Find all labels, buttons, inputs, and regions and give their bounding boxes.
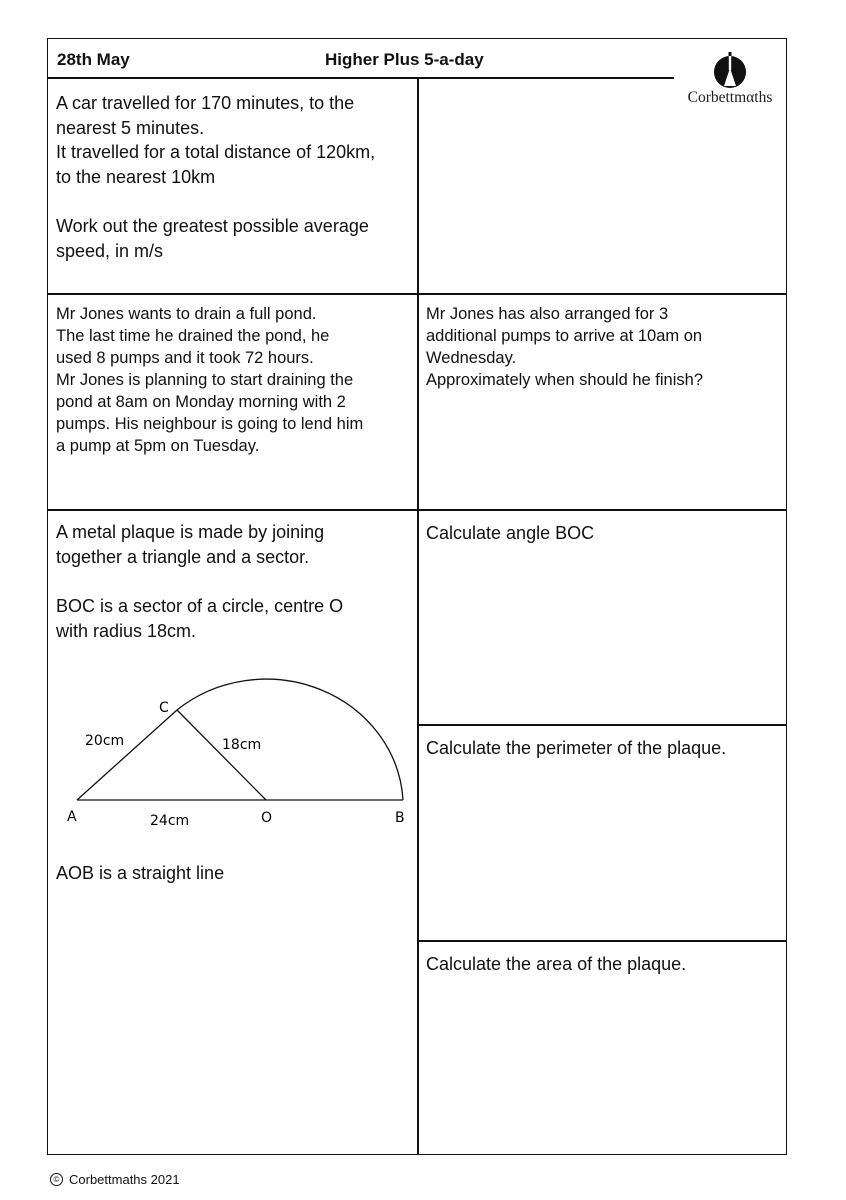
row-divider-1 — [47, 293, 787, 295]
question-2-line: Mr Jones wants to drain a full pond. — [56, 305, 317, 323]
question-3-part-c: Calculate the area of the plaque. — [426, 954, 687, 974]
question-3-note: AOB is a straight line — [56, 863, 225, 883]
question-3-line: together a triangle and a sector. — [56, 546, 310, 567]
length-co: 18cm — [222, 737, 262, 753]
question-2-line: pond at 8am on Monday morning with 2 — [56, 393, 346, 411]
copyright-icon: © — [50, 1173, 63, 1186]
question-1-line: to the nearest 10km — [56, 166, 216, 187]
question-2-followup-line: Wednesday. — [426, 349, 517, 367]
question-2 — [56, 303, 416, 457]
question-2-line: a pump at 5pm on Tuesday. — [56, 437, 260, 455]
question-2-followup-line: Mr Jones has also arranged for 3 — [426, 305, 669, 323]
question-2-line: used 8 pumps and it took 72 hours. — [56, 349, 314, 367]
question-3-line: A metal plaque is made by joining — [56, 522, 325, 542]
column-divider — [417, 77, 419, 1155]
question-3-part-a: Calculate angle BOC — [426, 523, 595, 543]
question-2-followup-line: Approximately when should he finish? — [426, 371, 703, 389]
length-ao: 24cm — [150, 813, 190, 829]
question-2-line: Mr Jones is planning to start draining the — [56, 371, 354, 389]
label-c: C — [159, 700, 169, 716]
logo-text: Corbettmαths — [687, 89, 773, 106]
question-1-line: nearest 5 minutes. — [56, 117, 205, 138]
part-divider-1 — [417, 724, 787, 726]
question-1-line: A car travelled for 170 minutes, to the — [56, 93, 355, 113]
question-3-line: BOC is a sector of a circle, centre O — [56, 596, 344, 616]
label-b: B — [395, 810, 405, 826]
question-1 — [56, 91, 411, 263]
label-o: O — [261, 810, 273, 826]
question-2-followup — [426, 303, 781, 391]
footer — [50, 1171, 180, 1187]
page-title: Higher Plus 5-a-day — [325, 50, 484, 69]
footer-text: Corbettmaths 2021 — [69, 1172, 180, 1188]
question-2-line: The last time he drained the pond, he — [56, 327, 330, 345]
length-ac: 20cm — [85, 733, 125, 749]
question-2-line: pumps. His neighbour is going to lend him — [56, 415, 364, 433]
question-3 — [56, 520, 411, 643]
sector-arc — [177, 679, 403, 800]
question-3-line: with radius 18cm. — [56, 620, 197, 641]
side-ac — [77, 710, 177, 800]
question-1-line: speed, in m/s — [56, 240, 164, 261]
corbettmaths-logo-icon — [674, 52, 786, 92]
label-a: A — [67, 809, 77, 825]
date-label: 28th May — [57, 50, 130, 69]
question-2-followup-line: additional pumps to arrive at 10am on — [426, 327, 703, 345]
side-co — [177, 710, 266, 800]
plaque-diagram — [47, 655, 417, 855]
question-1-line: It travelled for a total distance of 120km, — [56, 142, 376, 162]
question-1-line: Work out the greatest possible average — [56, 216, 369, 236]
row-divider-2 — [47, 509, 787, 511]
part-divider-2 — [417, 940, 787, 942]
question-3-part-b: Calculate the perimeter of the plaque. — [426, 738, 727, 758]
